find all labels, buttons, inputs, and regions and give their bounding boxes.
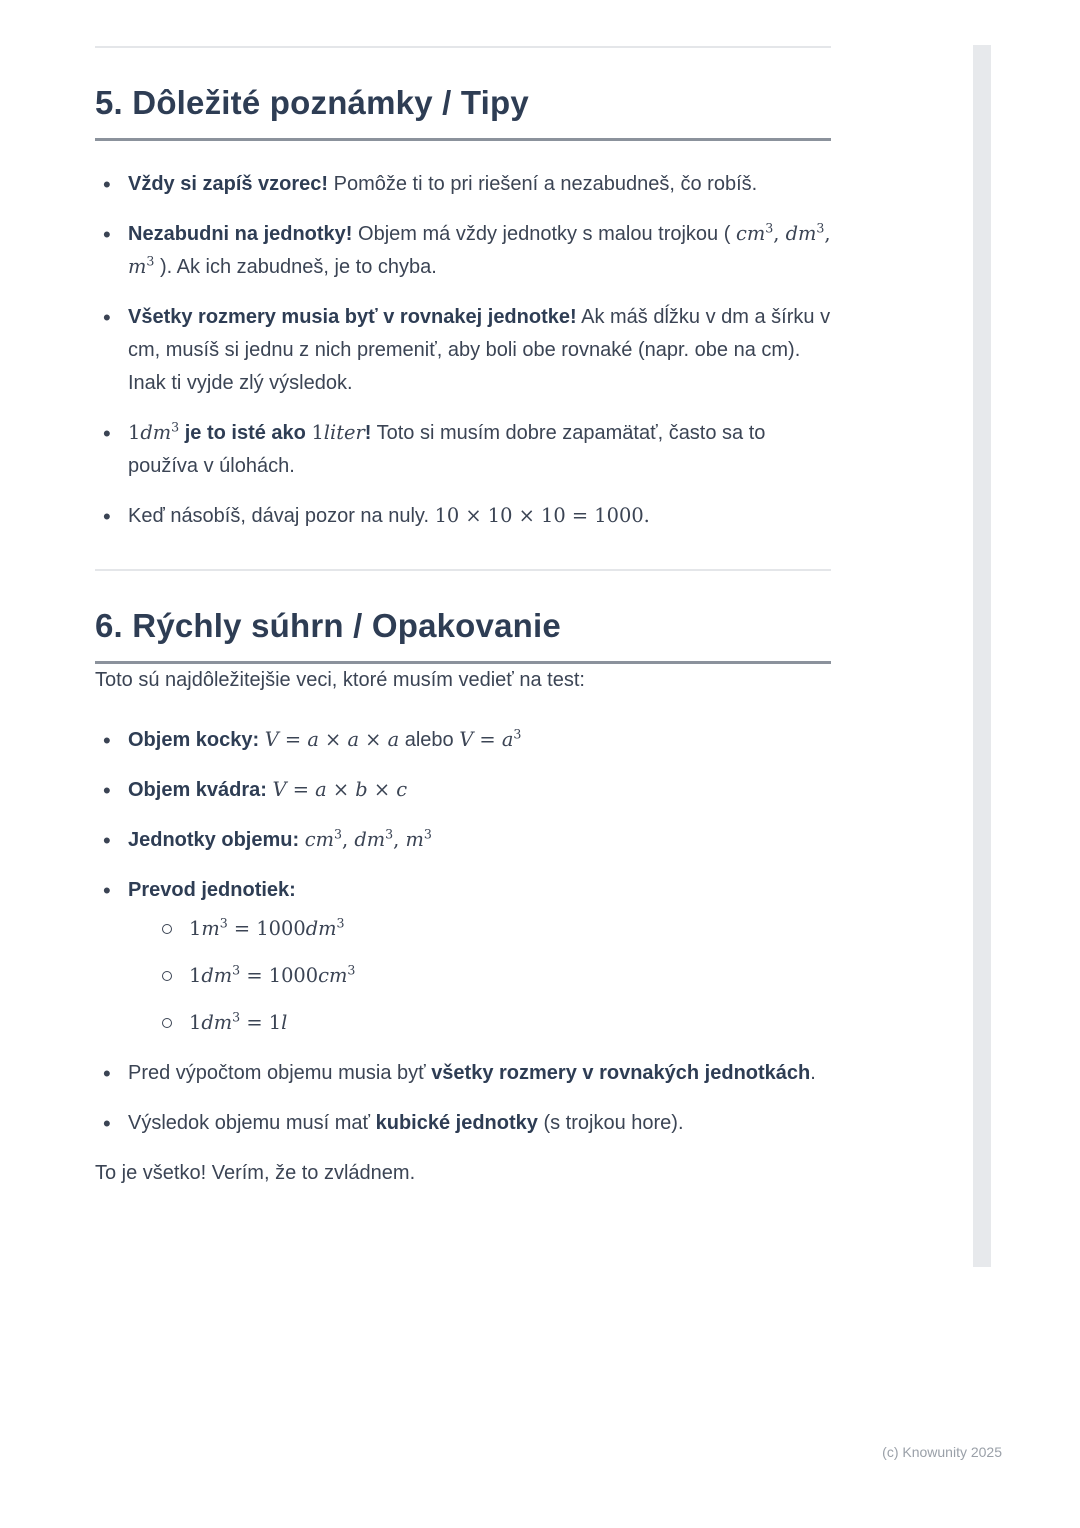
section-6-intro: Toto sú najdôležitejšie veci, ktoré musím vedieť na test: [95, 669, 585, 691]
section-5-heading-underline [95, 138, 831, 141]
list-item: • Výsledok objemu musí mať kubické jednotky (s trojkou hore). [95, 1107, 831, 1140]
section-6-heading: 6. Rýchly súhrn / Opakovanie [95, 607, 561, 644]
list-item: • Jednotky objemu: $cm^3$, $dm^3$, $m^3$ [95, 824, 831, 857]
divider-top [95, 46, 831, 48]
sub-list-item: $1dm^3 = 1000cm^3$ [156, 960, 831, 993]
sub-list-item: $1m^3 = 1000dm^3$ [156, 913, 831, 946]
sub-bullet-list [156, 913, 831, 1040]
list-item: • Keď násobíš, dávaj pozor na nuly. 10 × 10 × 10 = 1000. [95, 500, 831, 533]
list-item: • Objem kvádra: V = a × b × c [95, 774, 831, 807]
scrollbar-track[interactable] [973, 45, 991, 1267]
list-item-text: Prevod jednotiek: [128, 879, 296, 901]
divider-between-sections [95, 569, 831, 571]
section-5-bullet-list [95, 168, 831, 533]
list-item: • Vždy si zapíš vzorec! Pomôže ti to pri riešení a nezabudneš, čo robíš. [95, 168, 831, 201]
list-item: • $1dm^3$ je to isté ako 1liter! Toto si musím dobre zapamätať, často sa to používa v úlohách. [95, 417, 831, 483]
list-item: • Objem kocky: V = a × a × a alebo $V = a^3$ [95, 724, 831, 757]
list-item: • Nezabudni na jednotky! Objem má vždy jednotky s malou trojkou ( $cm^3$, $dm^3$, $m^3$ ). Ak ich zabudneš, je to chyba. [95, 218, 831, 284]
list-item: • Pred výpočtom objemu musia byť všetky rozmery v rovnakých jednotkách. [95, 1057, 831, 1090]
sub-list-item: $1dm^3 = 1l$ [156, 1007, 831, 1040]
list-item: • Všetky rozmery musia byť v rovnakej jednotke! Ak máš dĺžku v dm a šírku v cm, musíš si jednu z nich premeniť, aby boli obe rovnaké (napr. obe na cm). Inak ti vyjde zlý výsledok. [95, 301, 831, 400]
section-6-bullet-list [95, 724, 831, 1140]
section-5-heading: 5. Dôležité poznámky / Tipy [95, 84, 529, 121]
closing-paragraph: To je všetko! Verím, že to zvládnem. [95, 1162, 416, 1184]
list-item [95, 874, 831, 1040]
copyright-footer: (c) Knowunity 2025 [882, 1444, 1002, 1460]
notes-content [95, 0, 831, 1190]
